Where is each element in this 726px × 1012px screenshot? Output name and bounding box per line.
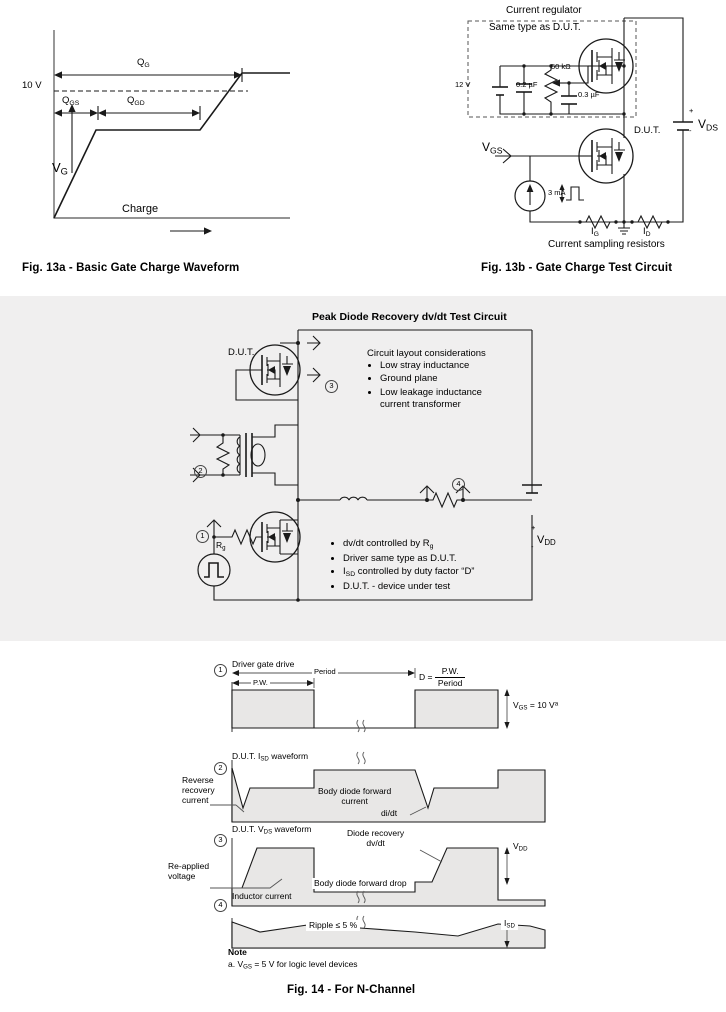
fig13b-regulator-subtitle: Same type as D.U.T. bbox=[489, 22, 581, 33]
panel1-marker: 1 bbox=[214, 659, 227, 677]
pulse-generator-symbol bbox=[204, 563, 224, 577]
panel4-amplitude-label: $I_{SD}$ bbox=[501, 918, 518, 930]
duty-denominator: Period bbox=[437, 677, 463, 688]
current-transformer bbox=[200, 425, 298, 485]
transformer-load-resistor bbox=[217, 435, 229, 475]
panel1-period-label: Period bbox=[314, 667, 336, 676]
fig13b-ig-label: $I_G$ bbox=[591, 226, 599, 238]
fig13b-cap2-label: 0.3 µF bbox=[578, 90, 600, 99]
probe-3-negative bbox=[307, 368, 320, 382]
list-item: • Low leakage inductance current transformer bbox=[380, 387, 537, 411]
fig13a-waveform-curve bbox=[54, 73, 290, 218]
probe-1 bbox=[207, 520, 221, 537]
panel3-reapplied-label: Re-applied voltage bbox=[168, 861, 210, 882]
fig14-marker-2: 2 bbox=[194, 460, 207, 478]
panel4-waveform bbox=[232, 922, 545, 948]
fig14-vdd-label: $V_{DD}$ bbox=[537, 534, 556, 548]
panel1-pw-label: P.W. bbox=[253, 678, 268, 687]
panel2-didt-label: di/dt bbox=[381, 808, 398, 818]
pulse-generator bbox=[198, 554, 230, 586]
fig14-vdd-plus: + bbox=[531, 523, 536, 532]
fig13a-caption: Fig. 13a - Basic Gate Charge Waveform bbox=[22, 262, 240, 274]
panel2-reverse-recovery-label: Reverse recovery current bbox=[182, 775, 215, 806]
panel2-title: D.U.T. $I_{SD}$ waveform bbox=[232, 751, 309, 763]
panel3-recovery-label: Diode recovery dv/dt bbox=[347, 828, 405, 849]
fig13a-qgs-label: $Q_{GS}$ bbox=[62, 95, 80, 107]
fig14-title: Peak Diode Recovery dv/dt Test Circuit bbox=[312, 311, 507, 323]
fig13a-chart bbox=[10, 18, 310, 238]
panel3-amplitude-label: $V_{DD}$ bbox=[513, 841, 528, 853]
layout-header: Circuit layout considerations bbox=[367, 348, 486, 359]
panel1-title: Driver gate drive bbox=[232, 659, 295, 669]
duty-numerator: P.W. bbox=[435, 666, 466, 678]
ground-symbol bbox=[618, 222, 630, 234]
panel4-ripple-label: Ripple ≤ 5 % bbox=[306, 920, 360, 931]
fig13b-current-source-label: 3 mA bbox=[548, 188, 566, 197]
fig14-rg-label: $R_g$ bbox=[216, 540, 226, 552]
panel1-amplitude-label: $V_{GS} = 10$ $V^a$ bbox=[513, 700, 559, 712]
fig13a-voltage-tick: 10 V bbox=[22, 80, 42, 91]
panel1-waveform bbox=[232, 690, 498, 728]
fig13b-regulator-title: Current regulator bbox=[506, 5, 582, 16]
panel3-bottom-label: Body diode forward drop bbox=[314, 878, 407, 888]
fig13b-vds-label: $V_{DS}$ bbox=[698, 117, 718, 133]
fig13b-cap1-label: 0.2 µF bbox=[516, 80, 538, 89]
series-inductor bbox=[340, 497, 367, 500]
fig13b-circuit bbox=[440, 4, 726, 254]
list-item: • Ground plane bbox=[380, 373, 537, 385]
fig14-marker-3: 3 bbox=[325, 375, 338, 393]
fig14-caption: Fig. 14 - For N-Channel bbox=[287, 984, 416, 996]
panel1-duty-formula: D = P.W. Period bbox=[419, 666, 465, 688]
list-item: • Low stray inductance bbox=[380, 360, 537, 372]
fig14-marker-4: 4 bbox=[452, 473, 465, 491]
list-item: • $I_{SD}$ controlled by duty factor “D” bbox=[343, 566, 530, 579]
panel2-body-diode-label: Body diode forward current bbox=[318, 786, 392, 807]
fig13a-qg-label: $Q_G$ bbox=[137, 57, 150, 69]
probe-2-positive bbox=[190, 428, 200, 442]
fig13b-caption: Fig. 13b - Gate Charge Test Circuit bbox=[481, 262, 673, 274]
list-item: • D.U.T. - device under test bbox=[343, 581, 530, 593]
fig14-vdd-minus: - bbox=[531, 542, 534, 551]
layout-items-list bbox=[367, 360, 537, 411]
pulse-waveform-symbol bbox=[566, 187, 584, 200]
panel4-marker: 4 bbox=[214, 894, 227, 912]
panel3-title: D.U.T. $V_{DS}$ waveform bbox=[232, 824, 312, 836]
panel2-break-symbol bbox=[357, 752, 365, 764]
panel3-dvdt-leader bbox=[420, 850, 442, 862]
fig13a-qgd-label: $Q_{GD}$ bbox=[127, 95, 145, 107]
sense-resistor-4 bbox=[427, 493, 463, 507]
probe-4-negative bbox=[420, 486, 434, 500]
fig13b-sampling-label: Current sampling resistors bbox=[548, 239, 665, 250]
potentiometer-50k bbox=[545, 66, 557, 114]
fig13b-vds-plus: + bbox=[689, 106, 694, 115]
panel4-title: Inductor current bbox=[232, 891, 292, 901]
fig13a-axes bbox=[54, 30, 290, 218]
fig13b-vds-minus: - bbox=[689, 126, 692, 135]
fig13a-x-axis-label: Charge bbox=[122, 203, 159, 215]
fig14-marker-1: 1 bbox=[196, 525, 209, 543]
fig14-dut-label: D.U.T. bbox=[228, 347, 255, 358]
fig13b-supply-label: 12 V bbox=[455, 80, 471, 89]
probe-3-positive bbox=[307, 336, 320, 350]
panel2-marker: 2 bbox=[214, 757, 227, 775]
fig13b-id-label: $I_D$ bbox=[643, 226, 651, 238]
note-text: a. $V_{GS} = 5$ V for logic level devices bbox=[228, 959, 358, 971]
dut-mosfet bbox=[579, 129, 633, 183]
fig13b-pot-label: 50 kΩ bbox=[551, 62, 571, 71]
list-item: • Driver same type as D.U.T. bbox=[343, 553, 530, 565]
fig13b-dut-label: D.U.T. bbox=[634, 125, 661, 136]
panel3-marker: 3 bbox=[214, 829, 227, 847]
panel1-break-symbol bbox=[357, 720, 365, 732]
note-header: Note bbox=[228, 947, 247, 957]
fig13a-y-axis-label: $V_G$ bbox=[52, 160, 68, 177]
fig14-notes-list bbox=[330, 538, 530, 595]
list-item: • dv/dt controlled by $R_g$ bbox=[343, 538, 530, 551]
fig13b-vgs-label: $V_{GS}$ bbox=[482, 140, 503, 156]
fig14-layout-considerations bbox=[367, 348, 537, 412]
